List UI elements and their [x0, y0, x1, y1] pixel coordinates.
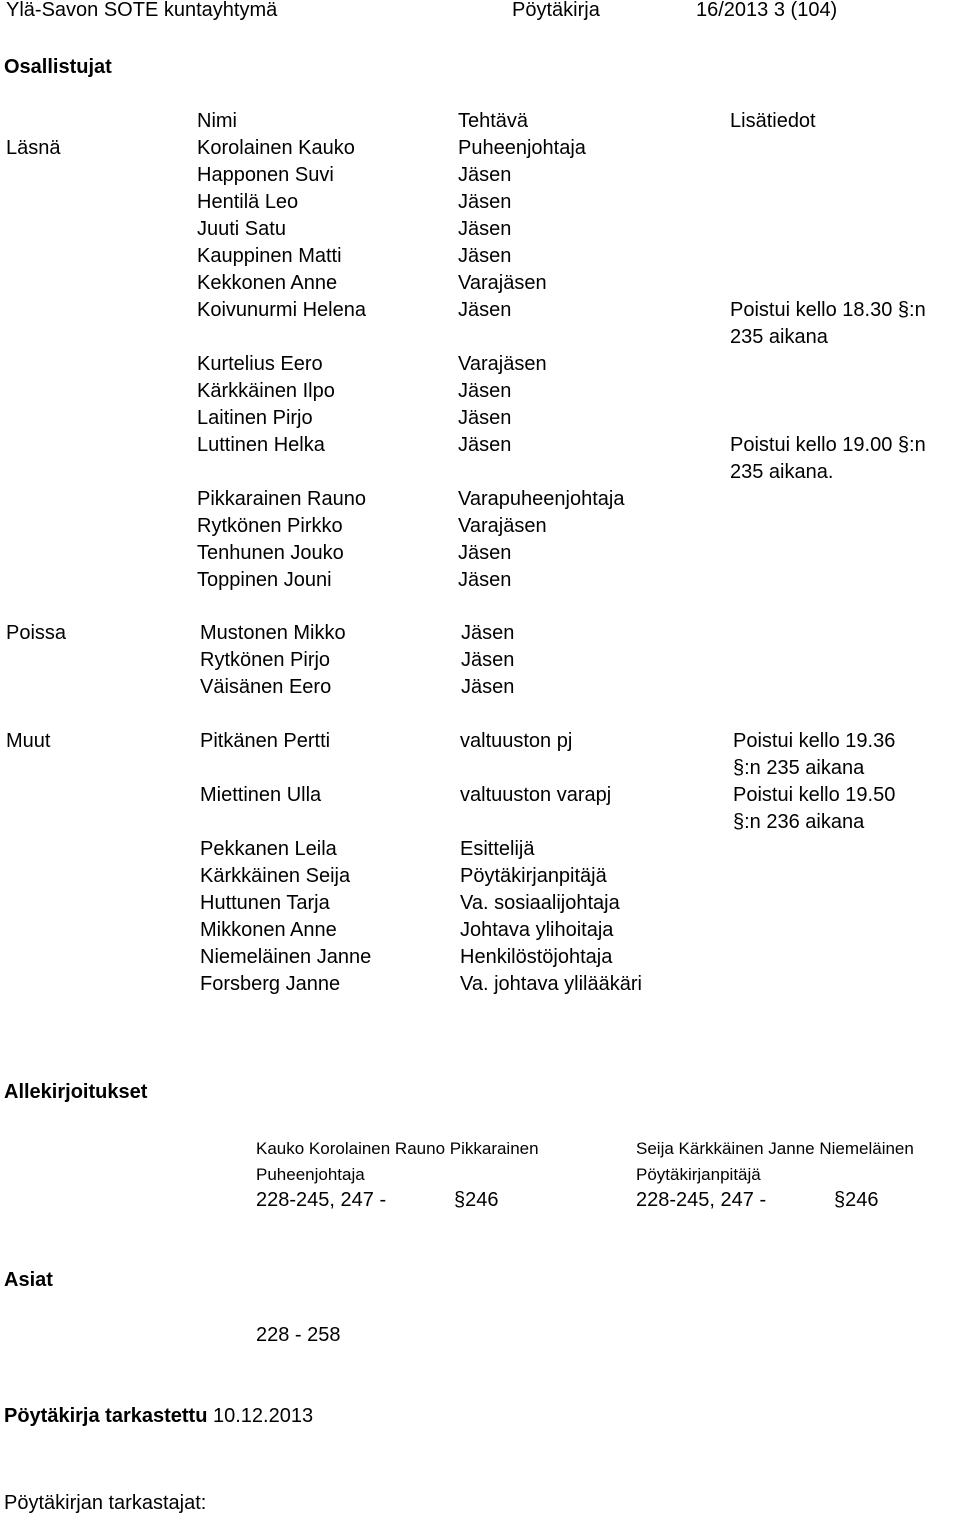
present-role: Jäsen [458, 407, 512, 429]
other-role: Johtava ylihoitaja [460, 919, 614, 941]
other-role: Va. johtava ylilääkäri [460, 973, 642, 995]
present-role: Varajäsen [458, 515, 547, 537]
absent-role: Jäsen [461, 622, 515, 644]
signer-title-left: Puheenjohtaja [256, 1165, 365, 1184]
other-info: Poistui kello 19.36 [733, 730, 896, 752]
other-name: Pekkanen Leila [200, 838, 337, 860]
present-role: Varapuheenjohtaja [458, 488, 625, 510]
header-page-number: 16/2013 3 (104) [696, 0, 838, 21]
other-name: Mikkonen Anne [200, 919, 337, 941]
header-org: Ylä-Savon SOTE kuntayhtymä [6, 0, 278, 21]
items-range: 228 - 258 [256, 1324, 341, 1346]
signer-section2-right-text: 246 [845, 1189, 879, 1211]
present-name: Juuti Satu [197, 218, 286, 240]
other-role: Va. sosiaalijohtaja [460, 892, 620, 914]
other-role: Pöytäkirjanpitäjä [460, 865, 607, 887]
other-name: Pitkänen Pertti [200, 730, 331, 752]
signer-section2-right [834, 1187, 879, 1214]
present-name: Tenhunen Jouko [197, 542, 344, 564]
other-name: Kärkkäinen Seija [200, 865, 351, 887]
present-info-continued: 235 aikana. [730, 461, 834, 483]
other-role: valtuuston pj [460, 730, 573, 752]
present-role: Jäsen [458, 299, 512, 321]
present-info-text: Poistui kello 18.30 [730, 299, 898, 321]
column-role-header: Tehtävä [458, 110, 529, 132]
other-role: Esittelijä [460, 838, 535, 860]
present-name: Happonen Suvi [197, 164, 334, 186]
other-name: Miettinen Ulla [200, 784, 322, 806]
checked-date: 10.12.2013 [212, 1405, 314, 1427]
present-info-text: Poistui kello 19.00 [730, 434, 898, 456]
present-role: Jäsen [458, 245, 512, 267]
signer-sections-right: 228-245, 247 - [636, 1189, 767, 1211]
absent-label: Poissa [6, 622, 67, 644]
present-name: Koivunurmi Helena [197, 299, 366, 321]
checked-line [4, 1403, 313, 1430]
absent-name: Mustonen Mikko [200, 622, 346, 644]
present-role: Jäsen [458, 191, 512, 213]
present-role: Jäsen [458, 218, 512, 240]
present-role: Puheenjohtaja [458, 137, 586, 159]
signer-names-right: Seija Kärkkäinen Janne Niemeläinen [636, 1139, 914, 1158]
present-name: Pikkarainen Rauno [197, 488, 366, 510]
present-role: Varajäsen [458, 353, 547, 375]
section-symbol: § [834, 1189, 846, 1211]
present-role: Jäsen [458, 434, 512, 456]
signer-title-right: Pöytäkirjanpitäjä [636, 1165, 761, 1184]
participants-heading: Osallistujat [4, 56, 112, 78]
section-symbol: § [733, 757, 745, 779]
section-symbol: § [733, 811, 745, 833]
checkers-label: Pöytäkirjan tarkastajat: [4, 1492, 207, 1514]
present-info-text-end: :n [909, 299, 926, 321]
section-symbol: § [897, 434, 910, 456]
section-symbol: § [897, 299, 910, 321]
other-role: valtuuston varapj [460, 784, 612, 806]
other-role: Henkilöstöjohtaja [460, 946, 613, 968]
section-symbol: § [454, 1189, 466, 1211]
present-name: Kekkonen Anne [197, 272, 338, 294]
signer-section2-left-text: 246 [465, 1189, 499, 1211]
column-info-header: Lisätiedot [730, 110, 816, 132]
present-info [730, 297, 926, 324]
present-name: Laitinen Pirjo [197, 407, 313, 429]
present-name: Rytkönen Pirkko [197, 515, 343, 537]
other-info-text: :n 235 aikana [744, 757, 865, 779]
other-label: Muut [6, 730, 51, 752]
present-name: Hentilä Leo [197, 191, 299, 213]
checked-label: Pöytäkirja tarkastettu [4, 1405, 208, 1427]
signer-names-left: Kauko Korolainen Rauno Pikkarainen [256, 1139, 539, 1158]
header-doc-type: Pöytäkirja [512, 0, 600, 21]
absent-role: Jäsen [461, 676, 515, 698]
other-name: Huttunen Tarja [200, 892, 330, 914]
absent-role: Jäsen [461, 649, 515, 671]
signatures-heading: Allekirjoitukset [4, 1081, 148, 1103]
present-info-text-end: :n [909, 434, 926, 456]
other-info-continued [733, 809, 864, 836]
present-role: Varajäsen [458, 272, 547, 294]
present-role: Jäsen [458, 569, 512, 591]
present-name: Korolainen Kauko [197, 137, 355, 159]
present-name: Kärkkäinen Ilpo [197, 380, 335, 402]
other-info-continued [733, 755, 864, 782]
present-name: Kurtelius Eero [197, 353, 323, 375]
items-heading: Asiat [4, 1269, 53, 1291]
present-label: Läsnä [6, 137, 61, 159]
other-info-text: :n 236 aikana [744, 811, 865, 833]
present-name: Toppinen Jouni [197, 569, 332, 591]
absent-name: Väisänen Eero [200, 676, 332, 698]
other-name: Forsberg Janne [200, 973, 341, 995]
present-info-continued: 235 aikana [730, 326, 828, 348]
signer-section2-left [454, 1187, 499, 1214]
other-info: Poistui kello 19.50 [733, 784, 896, 806]
present-role: Jäsen [458, 380, 512, 402]
present-name: Kauppinen Matti [197, 245, 342, 267]
signer-sections-left: 228-245, 247 - [256, 1189, 387, 1211]
other-name: Niemeläinen Janne [200, 946, 372, 968]
present-role: Jäsen [458, 164, 512, 186]
present-name: Luttinen Helka [197, 434, 325, 456]
present-role: Jäsen [458, 542, 512, 564]
absent-name: Rytkönen Pirjo [200, 649, 331, 671]
present-info [730, 432, 926, 459]
column-name-header: Nimi [197, 110, 237, 132]
